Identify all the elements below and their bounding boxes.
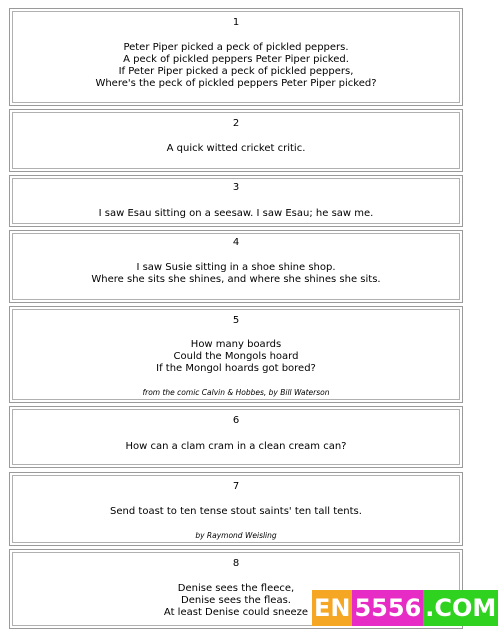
card-line: How many boards [190, 339, 282, 350]
card-text [10, 262, 462, 286]
citation: by Raymond Weisling [195, 531, 277, 540]
card-line: A quick witted cricket critic. [166, 143, 306, 154]
card-line: At least Denise could sneeze [163, 607, 309, 618]
card-line: Where's the peck of pickled peppers Peter Piper picked? [95, 78, 377, 89]
card-line: How can a clam cram in a clean cream can? [125, 441, 347, 452]
card-number: 2 [232, 118, 240, 129]
tongue-twister-card-2 [9, 109, 463, 172]
card-number: 7 [232, 481, 240, 492]
card-number: 3 [232, 182, 240, 193]
card-line: If the Mongol hoards got bored? [156, 363, 316, 374]
citation: from the comic Calvin & Hobbes, by Bill Waterson [142, 388, 330, 397]
card-line: If Peter Piper picked a peck of pickled peppers, [118, 66, 354, 77]
tongue-twister-card-4 [9, 230, 463, 303]
card-text [10, 143, 462, 155]
card-number: 8 [232, 558, 240, 569]
watermark-logo [312, 590, 498, 626]
watermark-segment: EN [312, 590, 352, 626]
card-text [10, 506, 462, 518]
card-line: Peter Piper picked a peck of pickled peppers. [123, 42, 349, 53]
card-text [10, 42, 462, 90]
tongue-twister-card-3 [9, 175, 463, 227]
card-line: I saw Esau sitting on a seesaw. I saw Esau; he saw me. [98, 208, 374, 219]
card-line: Could the Mongols hoard [173, 351, 299, 362]
card-text [10, 208, 462, 220]
watermark-segment: .COM [423, 590, 498, 626]
card-line: Denise sees the fleece, [177, 583, 295, 594]
tongue-twister-card-1 [9, 8, 463, 106]
card-line: I saw Susie sitting in a shoe shine shop. [136, 262, 336, 273]
card-number: 4 [232, 237, 240, 248]
card-text [10, 339, 462, 375]
watermark-segment: 5556 [352, 590, 423, 626]
card-text [10, 441, 462, 453]
tongue-twister-card-7 [9, 472, 463, 546]
card-number: 6 [232, 415, 240, 426]
card-number: 5 [232, 315, 240, 326]
tongue-twister-card-5 [9, 306, 463, 403]
tongue-twister-card-6 [9, 406, 463, 468]
card-line: Where she sits she shines, and where she shines she sits. [91, 274, 381, 285]
card-line: Send toast to ten tense stout saints' ten tall tents. [110, 506, 362, 517]
card-line: Denise sees the fleas. [181, 595, 291, 606]
card-number: 1 [232, 17, 240, 28]
card-line: A peck of pickled peppers Peter Piper picked. [123, 54, 349, 65]
